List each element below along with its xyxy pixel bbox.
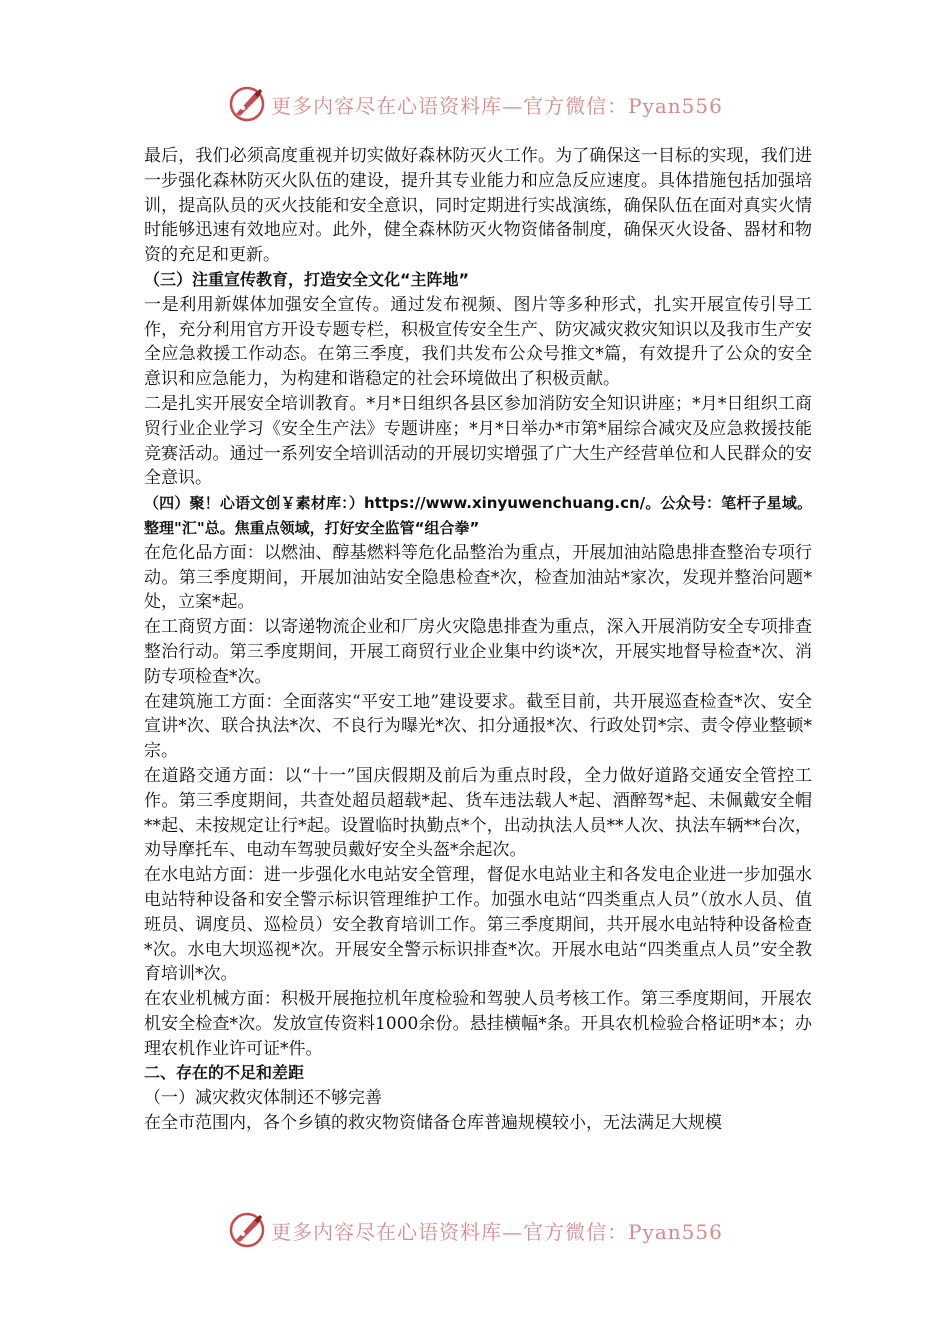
paragraph: 在道路交通方面：以“十一”国庆假期及前后为重点时段，全力做好道路交通安全管控工作。第三季度期间，共查处超员超载*起、货车违法载人*起、酒醉驾*起、未佩戴安全帽**起、未按规定让行*起。设置临时执勤点*个，出动执法人员**人次、执法车辆**台次，劝导摩托车、电动车驾驶员戴好安全头盔*余起次。 (144, 765, 812, 861)
paragraph: 最后，我们必须高度重视并切实做好森林防灭火工作。为了确保这一目标的实现，我们进一步强化森林防灭火队伍的建设，提升其专业能力和应急反应速度。具体措施包括加强培训，提高队员的灭火技能和安全意识，同时定期进行实战演练，确保队伍在面对真实火情时能够迅速有效地应对。此外，健全森林防灭火物资储备制度，确保灭火设备、器材和物资的充足和更新。 (144, 146, 812, 266)
subsection-heading: （一）减灾救灾体制还不够完善 (144, 1088, 382, 1109)
watermark-text: 更多内容尽在心语资料库—官方微信：Pyan556 (271, 1219, 723, 1244)
paragraph: 在农业机械方面：积极开展拖拉机年度检验和驾驶人员考核工作。第三季度期间，开展农机安全检查*次。发放宣传资料1000余份。悬挂横幅*条。开具农机检验合格证明*本；办理农机作业许可证*件。 (144, 989, 812, 1059)
paragraph: 在危化品方面：以燃油、醇基燃料等危化品整治为重点，开展加油站隐患排查整治专项行动。第三季度期间，开展加油站安全隐患检查*次，检查加油站*家次，发现并整治问题*处，立案*起。 (144, 542, 812, 613)
paragraph: 在水电站方面：进一步强化水电站安全管理，督促水电站业主和各发电企业进一步加强水电站特种设备和安全警示标识管理维护工作。加强水电站“四类重点人员”（放水人员、值班员、调度员、巡检员）安全教育培训工作。第三季度期间，共开展水电站特种设备检查*次。水电大坝巡视*次。开展安全警示标识排查*次。开展水电站“四类重点人员”安全教育培训*次。 (144, 865, 812, 985)
paragraph: 在工商贸方面：以寄递物流企业和厂房火灾隐患排查为重点，深入开展消防安全专项排查整治行动。第三季度期间，开展工商贸行业企业集中约谈*次，开展实地督导检查*次、消防专项检查*次。 (144, 617, 812, 687)
pen-nib-logo-icon (227, 84, 267, 124)
section-heading: （四）聚！心语文创￥素材库：）https://www.xinyuwenchuang.cn/。公众号：笔杆子星域。整理"汇"总。焦重点领域，打好安全监管“组合拳” (144, 494, 812, 537)
watermark-footer (0, 1208, 950, 1252)
section-heading: （三）注重宣传教育，打造安全文化“主阵地” (144, 269, 470, 289)
chapter-heading: 二、存在的不足和差距 (144, 1063, 305, 1083)
pen-nib-logo-icon (227, 1210, 267, 1250)
watermark-header (0, 82, 950, 126)
paragraph: 在建筑施工方面：全面落实“平安工地”建设要求。截至目前，共开展巡查检查*次、安全宣讲*次、联合执法*次、不良行为曝光*次、扣分通报*次、行政处罚*宗、责令停业整顿*宗。 (144, 691, 812, 762)
document-body (144, 144, 812, 1136)
paragraph: 二是扎实开展安全培训教育。*月*日组织各县区参加消防安全知识讲座；*月*日组织工商贸行业企业学习《安全生产法》专题讲座；*月*日举办*市第*届综合减灾及应急救援技能竞赛活动。通过一系列安全培训活动的开展切实增强了广大生产经营单位和人民群众的安全意识。 (144, 393, 812, 489)
watermark-text: 更多内容尽在心语资料库—官方微信：Pyan556 (271, 93, 723, 118)
paragraph: 在全市范围内，各个乡镇的救灾物资储备仓库普遍规模较小，无法满足大规模 (144, 1113, 722, 1134)
paragraph: 一是利用新媒体加强安全宣传。通过发布视频、图片等多种形式，扎实开展宣传引导工作，充分利用官方开设专题专栏，积极宣传安全生产、防灾减灾救灾知识以及我市生产安全应急救援工作动态。在第三季度，我们共发布公众号推文*篇，有效提升了公众的安全意识和应急能力，为构建和谐稳定的社会环境做出了积极贡献。 (144, 294, 812, 390)
